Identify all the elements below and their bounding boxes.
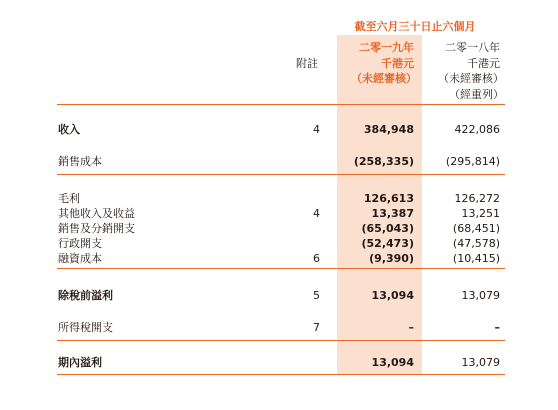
row-2019-other-income: 13,387 [371, 207, 414, 220]
row-2019-selling-expenses: (65,043) [361, 222, 414, 235]
row-note-revenue: 4 [313, 123, 320, 136]
col-2019-status: （未經審核） [351, 72, 417, 85]
row-2018-finance-costs: (10,415) [452, 252, 500, 265]
row-label-admin-expenses: 行政開支 [58, 237, 102, 250]
row-label-selling-expenses: 銷售及分銷開支 [58, 222, 135, 235]
row-2019-cost-of-sales: (258,335) [353, 155, 414, 168]
col-2018-year: 二零一八年 [445, 41, 500, 54]
row-2018-profit-for-period: 13,079 [461, 356, 500, 369]
row-2019-profit-before-tax: 13,094 [371, 289, 414, 302]
row-note-profit-before-tax: 5 [313, 289, 320, 302]
row-label-revenue: 收入 [58, 123, 80, 136]
col-2019-unit: 千港元 [381, 57, 414, 70]
row-label-other-income: 其他收入及收益 [58, 207, 135, 220]
rule-bottom [57, 374, 505, 375]
rule-after-finance-costs [57, 268, 505, 269]
note-column-header: 附註 [296, 57, 318, 70]
row-2018-profit-before-tax: 13,079 [461, 289, 500, 302]
row-2018-income-tax: – [494, 321, 500, 334]
row-label-finance-costs: 融資成本 [58, 252, 102, 265]
row-label-profit-for-period: 期內溢利 [58, 356, 102, 369]
row-label-gross-profit: 毛利 [58, 192, 80, 205]
row-label-profit-before-tax: 除稅前溢利 [58, 289, 113, 302]
row-2019-gross-profit: 126,613 [363, 192, 414, 205]
header-rule [57, 104, 505, 105]
row-note-finance-costs: 6 [313, 252, 320, 265]
rule-after-cost-of-sales [57, 174, 505, 175]
col-2018-status: （未經審核） [438, 72, 504, 85]
col-2019-year: 二零一九年 [359, 41, 414, 54]
row-2018-selling-expenses: (68,451) [452, 222, 500, 235]
row-note-income-tax: 7 [313, 321, 320, 334]
row-label-cost-of-sales: 銷售成本 [58, 155, 102, 168]
row-2019-revenue: 384,948 [363, 123, 414, 136]
row-2018-gross-profit: 126,272 [454, 192, 500, 205]
row-2018-admin-expenses: (47,578) [452, 237, 500, 250]
row-2018-revenue: 422,086 [454, 123, 500, 136]
row-2019-finance-costs: (9,390) [369, 252, 414, 265]
col-2018-unit: 千港元 [467, 57, 500, 70]
row-2018-other-income: 13,251 [461, 207, 500, 220]
row-2019-admin-expenses: (52,473) [361, 237, 414, 250]
row-note-other-income: 4 [313, 207, 320, 220]
row-2018-cost-of-sales: (295,814) [445, 155, 500, 168]
col-2018-restated: （經重列） [449, 88, 504, 101]
row-label-income-tax: 所得稅開支 [58, 321, 113, 334]
row-2019-profit-for-period: 13,094 [371, 356, 414, 369]
rule-after-income-tax [57, 340, 505, 341]
row-2019-income-tax: – [408, 321, 414, 334]
period-heading: 截至六月三十日止六個月 [354, 20, 476, 33]
